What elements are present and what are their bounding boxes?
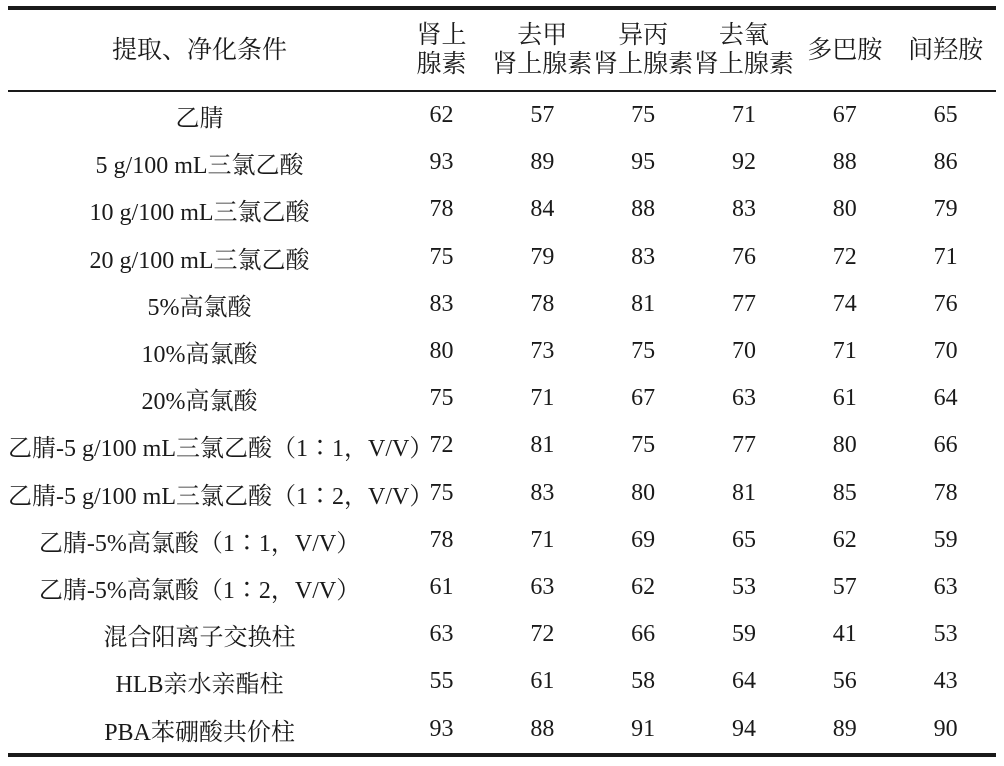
table-row [8, 92, 996, 139]
value-cell: 75 [429, 479, 454, 506]
value-cell: 63 [933, 573, 958, 600]
value-cell: 85 [832, 479, 857, 506]
value-cell: 83 [530, 479, 555, 506]
value-cell: 62 [832, 526, 857, 553]
value-cell: 91 [631, 715, 656, 742]
column-header [794, 10, 895, 90]
table-row [8, 186, 996, 233]
condition-cell: 乙腈-5%高氯酸（1∶2，V/V） [38, 577, 361, 604]
value-cell: 72 [429, 432, 454, 459]
value-cell: 77 [731, 432, 756, 459]
table-row [8, 139, 996, 186]
column-header-line: 间羟胺 [908, 36, 984, 64]
value-cell: 80 [429, 338, 454, 365]
value-cell: 61 [832, 385, 857, 412]
column-header-line: 异丙 [618, 22, 669, 49]
column-header-line: 肾上腺素 [492, 51, 593, 78]
value-cell: 66 [933, 432, 958, 459]
value-cell: 75 [429, 385, 454, 412]
data-table-body [8, 92, 996, 753]
table-row [8, 517, 996, 564]
value-cell: 64 [731, 668, 756, 695]
condition-cell: 乙腈 [175, 106, 224, 133]
value-cell: 63 [731, 385, 756, 412]
value-cell: 84 [530, 196, 555, 223]
value-cell: 94 [731, 715, 756, 742]
table-row [8, 470, 996, 517]
value-cell: 72 [530, 621, 555, 648]
value-cell: 80 [832, 196, 857, 223]
value-cell: 75 [429, 243, 454, 270]
value-cell: 83 [631, 243, 656, 270]
value-cell: 83 [731, 196, 756, 223]
value-cell: 70 [731, 338, 756, 365]
bottom-rule [8, 753, 996, 757]
value-cell: 89 [832, 715, 857, 742]
value-cell: 75 [631, 102, 656, 129]
table-row [8, 281, 996, 328]
value-cell: 65 [933, 102, 958, 129]
condition-cell: 乙腈-5 g/100 mL三氯乙酸（1∶1，V/V） [8, 436, 434, 463]
value-cell: 65 [731, 526, 756, 553]
value-cell: 71 [731, 102, 756, 129]
value-cell: 67 [631, 385, 656, 412]
condition-cell: 10 g/100 mL三氯乙酸 [89, 200, 310, 227]
value-cell: 72 [832, 243, 857, 270]
value-cell: 71 [530, 385, 555, 412]
value-cell: 77 [731, 290, 756, 317]
value-cell: 78 [530, 290, 555, 317]
condition-cell: 10%高氯酸 [141, 342, 258, 369]
value-cell: 81 [631, 290, 656, 317]
value-cell: 80 [631, 479, 656, 506]
value-cell: 74 [832, 290, 857, 317]
table-row [8, 658, 996, 705]
value-cell: 81 [731, 479, 756, 506]
condition-cell: PBA苯硼酸共价柱 [104, 719, 295, 746]
value-cell: 64 [933, 385, 958, 412]
value-cell: 81 [530, 432, 555, 459]
recovery-table [8, 6, 996, 757]
column-header [694, 10, 795, 90]
value-cell: 56 [832, 668, 857, 695]
column-header-line: 肾上腺素 [693, 51, 794, 78]
condition-cell: 20 g/100 mL三氯乙酸 [89, 247, 310, 274]
value-cell: 55 [429, 668, 454, 695]
value-cell: 57 [832, 573, 857, 600]
value-cell: 79 [933, 196, 958, 223]
value-cell: 88 [530, 715, 555, 742]
value-cell: 63 [530, 573, 555, 600]
value-cell: 71 [530, 526, 555, 553]
condition-cell: 混合阳离子交换柱 [103, 625, 296, 652]
column-header-line: 多巴胺 [807, 36, 883, 64]
value-cell: 78 [933, 479, 958, 506]
value-cell: 63 [429, 621, 454, 648]
table-row [8, 611, 996, 658]
column-header-line: 去氧 [718, 22, 769, 49]
value-cell: 69 [631, 526, 656, 553]
table-row [8, 234, 996, 281]
value-cell: 53 [731, 573, 756, 600]
value-cell: 67 [832, 102, 857, 129]
data-table [8, 10, 996, 90]
column-header [492, 10, 593, 90]
value-cell: 83 [429, 290, 454, 317]
column-header [593, 10, 694, 90]
table-row [8, 328, 996, 375]
header-row [8, 10, 996, 90]
value-cell: 41 [832, 621, 857, 648]
value-cell: 61 [530, 668, 555, 695]
value-cell: 93 [429, 149, 454, 176]
value-cell: 71 [933, 243, 958, 270]
value-cell: 71 [832, 338, 857, 365]
column-header [391, 10, 492, 90]
value-cell: 58 [631, 668, 656, 695]
value-cell: 89 [530, 149, 555, 176]
value-cell: 62 [631, 573, 656, 600]
table-row [8, 705, 996, 752]
value-cell: 76 [933, 290, 958, 317]
value-cell: 75 [631, 432, 656, 459]
table-row [8, 422, 996, 469]
table-row [8, 375, 996, 422]
value-cell: 66 [631, 621, 656, 648]
value-cell: 88 [832, 149, 857, 176]
column-header-line: 腺素 [416, 51, 467, 78]
value-cell: 86 [933, 149, 958, 176]
column-header-line: 肾上 [416, 22, 467, 49]
value-cell: 57 [530, 102, 555, 129]
value-cell: 95 [631, 149, 656, 176]
value-cell: 76 [731, 243, 756, 270]
value-cell: 53 [933, 621, 958, 648]
value-cell: 90 [933, 715, 958, 742]
column-header-line: 肾上腺素 [593, 51, 694, 78]
value-cell: 75 [631, 338, 656, 365]
value-cell: 88 [631, 196, 656, 223]
value-cell: 73 [530, 338, 555, 365]
value-cell: 79 [530, 243, 555, 270]
value-cell: 70 [933, 338, 958, 365]
table-row [8, 564, 996, 611]
condition-cell: 5%高氯酸 [147, 294, 252, 321]
column-header-line: 去甲 [517, 22, 568, 49]
condition-cell: 20%高氯酸 [141, 389, 258, 416]
value-cell: 92 [731, 149, 756, 176]
condition-cell: 乙腈-5 g/100 mL三氯乙酸（1∶2，V/V） [8, 483, 434, 510]
value-cell: 62 [429, 102, 454, 129]
value-cell: 59 [933, 526, 958, 553]
value-cell: 78 [429, 196, 454, 223]
condition-cell: 5 g/100 mL三氯乙酸 [95, 153, 304, 180]
value-cell: 78 [429, 526, 454, 553]
value-cell: 80 [832, 432, 857, 459]
value-cell: 61 [429, 573, 454, 600]
column-header [895, 10, 996, 90]
condition-cell: HLB亲水亲酯柱 [115, 672, 284, 699]
condition-cell: 乙腈-5%高氯酸（1∶1，V/V） [38, 530, 361, 557]
value-cell: 59 [731, 621, 756, 648]
condition-column-header: 提取、净化条件 [112, 36, 288, 64]
value-cell: 43 [933, 668, 958, 695]
value-cell: 93 [429, 715, 454, 742]
